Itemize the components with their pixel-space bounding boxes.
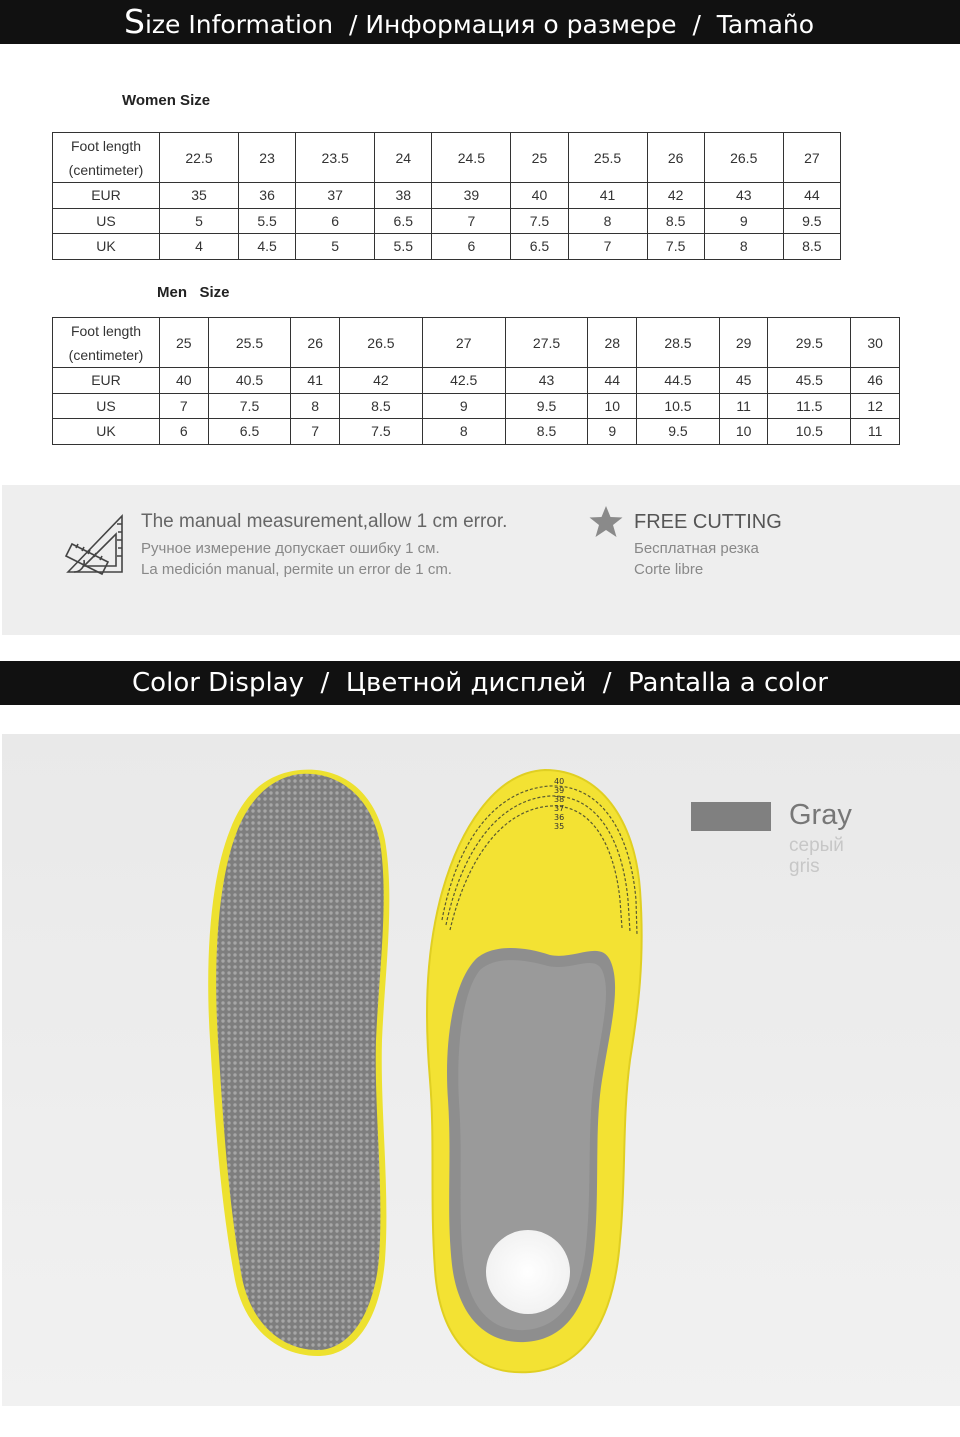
size-cell: 43 [505, 368, 588, 394]
size-cell: 22.5 [160, 133, 239, 183]
row-label: US [53, 208, 160, 234]
size-cell: 28.5 [637, 318, 720, 368]
measurement-note: The manual measurement,allow 1 cm error. [141, 511, 508, 532]
insole-mark-4: 36 [554, 813, 565, 822]
row-label-line: Foot length [70, 322, 142, 339]
size-cell: 26.5 [704, 133, 783, 183]
size-cell: 24.5 [432, 133, 511, 183]
size-cell: 8.5 [647, 208, 704, 234]
men-row-eur [53, 368, 900, 394]
size-cell: 8 [568, 208, 647, 234]
size-cell: 44.5 [637, 368, 720, 394]
size-info-banner-title: ize Information / Информация о размере / Tamaño [144, 10, 815, 39]
size-cell: 25 [511, 133, 568, 183]
row-label-foot-length [53, 318, 160, 368]
size-cell: 5.5 [375, 234, 432, 260]
insole-mark-0: 40 [554, 777, 565, 786]
size-cell: 9 [704, 208, 783, 234]
size-cell: 10.5 [637, 393, 720, 419]
size-cell: 29.5 [768, 318, 851, 368]
size-cell: 23.5 [296, 133, 375, 183]
size-cell: 29 [719, 318, 768, 368]
women-size-title: Women Size [122, 92, 211, 109]
row-label-line: (centimeter) [68, 161, 144, 178]
size-cell: 11.5 [768, 393, 851, 419]
size-cell: 43 [704, 183, 783, 209]
color-display-banner-title: Color Display / Цветной дисплей / Pantalla a color [132, 668, 828, 698]
left-insole [208, 770, 389, 1356]
free-cutting-title: FREE CUTTING [634, 511, 782, 533]
size-cell: 9.5 [783, 208, 840, 234]
size-cell: 6 [432, 234, 511, 260]
color-name-ru: серый [789, 835, 844, 856]
insole-mark-3: 37 [554, 804, 565, 813]
size-cell: 7.5 [340, 419, 423, 445]
insole-mark-2: 38 [554, 795, 565, 804]
measurement-note-es: La medición manual, permite un error de 1 cm. [141, 561, 452, 578]
size-cell: 8 [704, 234, 783, 260]
size-cell: 6.5 [511, 234, 568, 260]
size-cell: 7.5 [208, 393, 291, 419]
size-cell: 10.5 [768, 419, 851, 445]
insole-pair-image [190, 760, 670, 1390]
color-name-es: gris [789, 856, 820, 877]
size-cell: 44 [783, 183, 840, 209]
color-name: Gray [789, 799, 852, 831]
row-label-foot-length [53, 133, 160, 183]
size-cell: 12 [851, 393, 900, 419]
size-cell: 11 [719, 393, 768, 419]
size-cell: 5.5 [238, 208, 295, 234]
size-cell: 4.5 [238, 234, 295, 260]
size-cell: 25 [160, 318, 209, 368]
size-cell: 6 [296, 208, 375, 234]
women-row-uk [53, 234, 841, 260]
size-cell: 25.5 [568, 133, 647, 183]
size-cell: 11 [851, 419, 900, 445]
size-cell: 23 [238, 133, 295, 183]
size-cell: 6 [160, 419, 209, 445]
size-cell: 27 [783, 133, 840, 183]
row-label: EUR [53, 183, 160, 209]
size-cell: 41 [568, 183, 647, 209]
size-cell: 42 [647, 183, 704, 209]
banner-first-letter: S [124, 2, 145, 41]
size-cell: 7 [568, 234, 647, 260]
size-cell: 28 [588, 318, 637, 368]
size-cell: 40 [511, 183, 568, 209]
women-row-eur [53, 183, 841, 209]
size-cell: 45.5 [768, 368, 851, 394]
size-cell: 7 [291, 419, 340, 445]
row-label: US [53, 393, 160, 419]
size-cell: 27 [422, 318, 505, 368]
measurement-note-panel [2, 485, 960, 635]
size-cell: 42.5 [422, 368, 505, 394]
men-row-us [53, 393, 900, 419]
row-label: EUR [53, 368, 160, 394]
size-cell: 9 [422, 393, 505, 419]
free-cutting-ru: Бесплатная резка [634, 540, 759, 557]
color-display-banner [0, 661, 960, 705]
size-cell: 7.5 [511, 208, 568, 234]
free-cutting-es: Corte libre [634, 561, 704, 578]
size-cell: 39 [432, 183, 511, 209]
size-cell: 6.5 [208, 419, 291, 445]
men-size-table [52, 317, 900, 445]
size-cell: 40.5 [208, 368, 291, 394]
size-cell: 44 [588, 368, 637, 394]
size-cell: 24 [375, 133, 432, 183]
size-cell: 5 [296, 234, 375, 260]
size-cell: 26 [647, 133, 704, 183]
size-cell: 4 [160, 234, 239, 260]
size-cell: 46 [851, 368, 900, 394]
women-row-foot_length [53, 133, 841, 183]
size-cell: 8.5 [505, 419, 588, 445]
size-cell: 25.5 [208, 318, 291, 368]
women-size-table [52, 132, 841, 260]
size-cell: 7.5 [647, 234, 704, 260]
size-cell: 27.5 [505, 318, 588, 368]
right-insole [427, 770, 642, 1372]
men-size-title: Men Size [157, 284, 230, 301]
size-cell: 10 [588, 393, 637, 419]
size-info-banner [0, 0, 960, 44]
men-row-uk [53, 419, 900, 445]
size-cell: 9.5 [637, 419, 720, 445]
size-cell: 5 [160, 208, 239, 234]
row-label-line: Foot length [70, 137, 142, 154]
size-cell: 7 [432, 208, 511, 234]
star-icon [588, 505, 624, 539]
row-label: UK [53, 419, 160, 445]
size-cell: 42 [340, 368, 423, 394]
row-label: UK [53, 234, 160, 260]
size-cell: 38 [375, 183, 432, 209]
size-cell: 35 [160, 183, 239, 209]
size-cell: 8.5 [340, 393, 423, 419]
men-row-foot_length [53, 318, 900, 368]
measurement-note-ru: Ручное измерение допускает ошибку 1 см. [141, 540, 440, 557]
size-cell: 6.5 [375, 208, 432, 234]
insole-mark-1: 39 [554, 786, 565, 795]
row-label-line: (centimeter) [68, 346, 144, 363]
size-cell: 7 [160, 393, 209, 419]
size-cell: 9.5 [505, 393, 588, 419]
size-cell: 9 [588, 419, 637, 445]
size-cell: 30 [851, 318, 900, 368]
size-cell: 45 [719, 368, 768, 394]
insole-mark-5: 35 [554, 822, 565, 831]
size-cell: 40 [160, 368, 209, 394]
size-cell: 26.5 [340, 318, 423, 368]
women-row-us [53, 208, 841, 234]
size-cell: 26 [291, 318, 340, 368]
gray-color-swatch [691, 802, 771, 831]
size-cell: 10 [719, 419, 768, 445]
size-cell: 8 [291, 393, 340, 419]
size-cell: 36 [238, 183, 295, 209]
size-cell: 37 [296, 183, 375, 209]
ruler-triangle-icon [64, 512, 132, 576]
size-cell: 8 [422, 419, 505, 445]
size-cell: 8.5 [783, 234, 840, 260]
size-cell: 41 [291, 368, 340, 394]
